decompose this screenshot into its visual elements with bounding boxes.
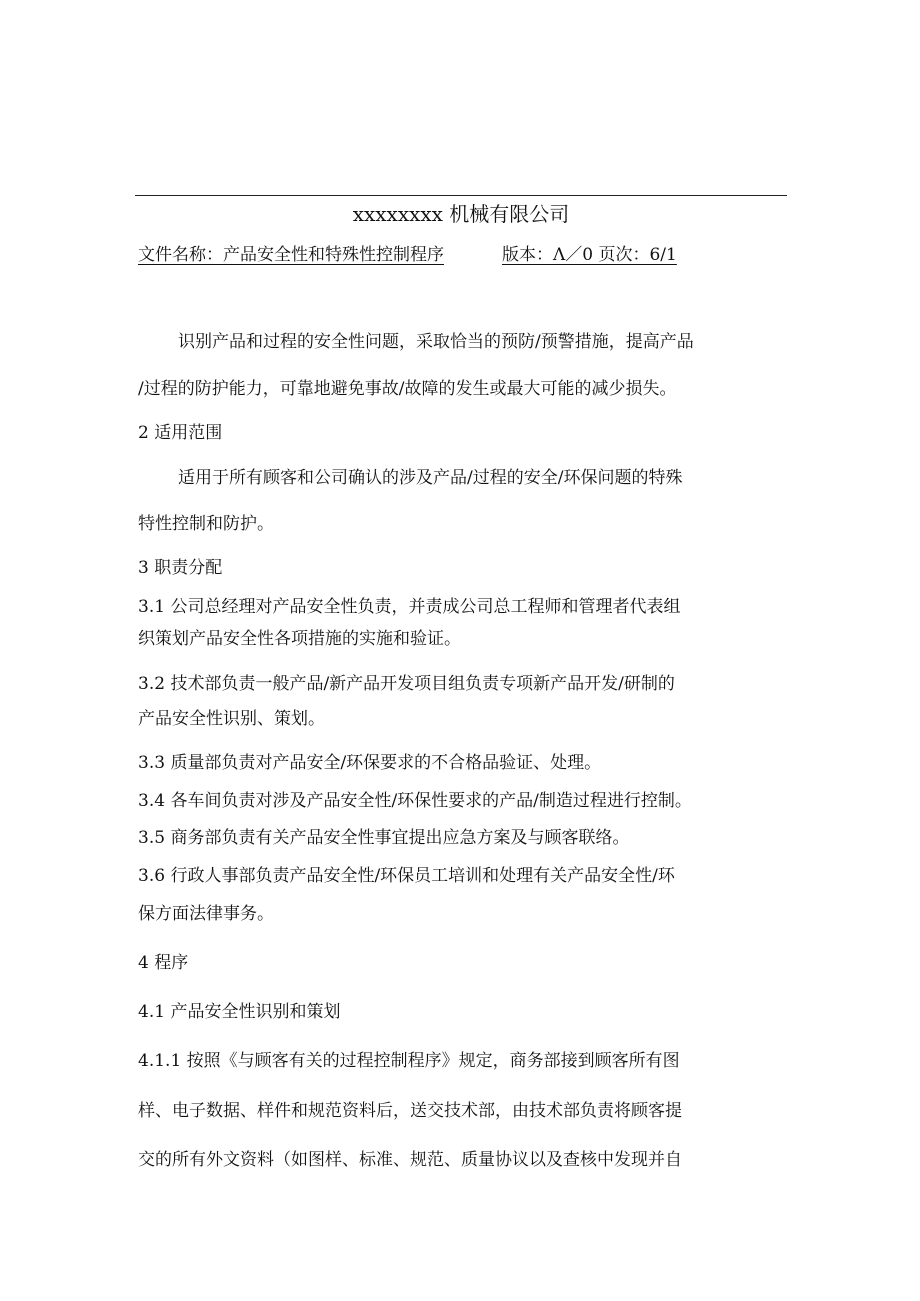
- procedure-4-1-1-line-3: 交的所有外文资料（如图样、标准、规范、质量协议以及查核中发现并自: [138, 1150, 682, 1170]
- procedure-4-1-1-line-2: 样、电子数据、样件和规范资料后，送交技术部，由技术部负责将顾客提: [138, 1101, 682, 1121]
- duty-3-4: 3.4 各车间负责对涉及产品安全性/环保性要求的产品/制造过程进行控制。: [138, 791, 692, 811]
- duty-3-1-line-1: 3.1 公司总经理对产品安全性负责，并责成公司总工程师和管理者代表组: [138, 597, 681, 617]
- scope-line-2: 特性控制和防护。: [138, 514, 274, 534]
- company-name: xxxxxxxx 机械有限公司: [352, 202, 570, 226]
- version-page: 版本：Λ／0 页次：6/1: [502, 245, 677, 265]
- section-4-heading: 4 程序: [138, 953, 189, 973]
- scope-line-1: 适用于所有顾客和公司确认的涉及产品/过程的安全/环保问题的特殊: [178, 468, 683, 488]
- section-2-heading: 2 适用范围: [138, 423, 223, 443]
- header-rule: [135, 195, 787, 196]
- document-header-line: [138, 243, 677, 267]
- section-3-heading: 3 职责分配: [138, 558, 223, 578]
- duty-3-3: 3.3 质量部负责对产品安全/环保要求的不合格品验证、处理。: [138, 753, 602, 773]
- duty-3-2-line-1: 3.2 技术部负责一般产品/新产品开发项目组负责专项新产品开发/研制的: [138, 674, 675, 694]
- procedure-4-1: 4.1 产品安全性识别和策划: [138, 1002, 341, 1022]
- duty-3-6-line-2: 保方面法律事务。: [138, 904, 274, 924]
- duty-3-6-line-1: 3.6 行政人事部负责产品安全性/环保员工培训和处理有关产品安全性/环: [138, 866, 675, 886]
- procedure-4-1-1-line-1: 4.1.1 按照《与顾客有关的过程控制程序》规定，商务部接到顾客所有图: [138, 1051, 680, 1071]
- document-name: 文件名称：产品安全性和特殊性控制程序: [138, 245, 444, 265]
- purpose-line-2: /过程的防护能力，可靠地避免事故/故障的发生或最大可能的减少损失。: [138, 379, 677, 399]
- purpose-line-1: 识别产品和过程的安全性问题，采取恰当的预防/预警措施，提高产品: [178, 332, 694, 352]
- duty-3-1-line-2: 织策划产品安全性各项措施的实施和验证。: [138, 629, 461, 649]
- duty-3-2-line-2: 产品安全性识别、策划。: [138, 709, 325, 729]
- duty-3-5: 3.5 商务部负责有关产品安全性事宜提出应急方案及与顾客联络。: [138, 828, 630, 848]
